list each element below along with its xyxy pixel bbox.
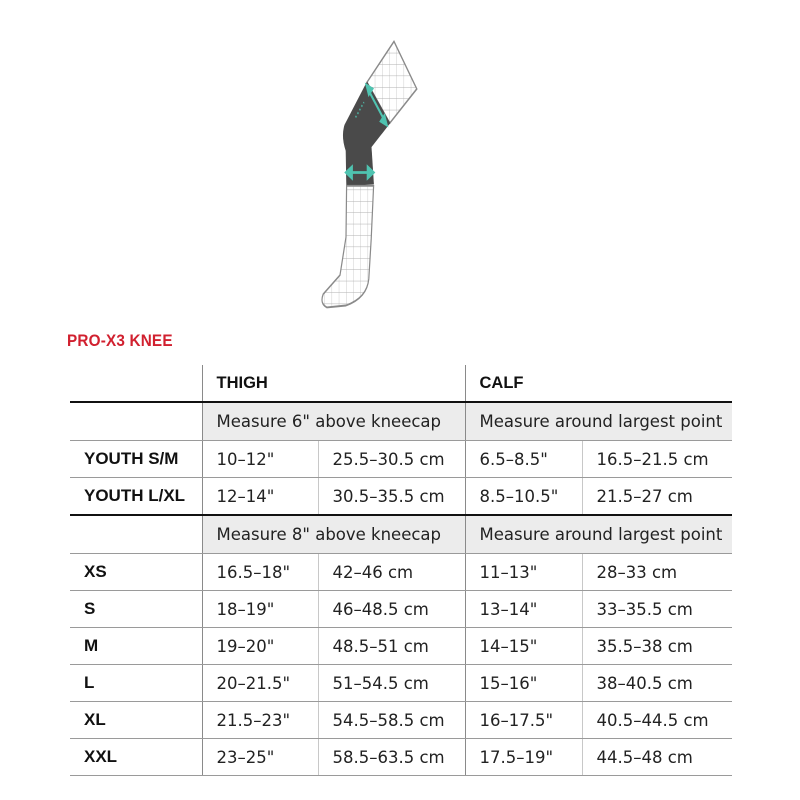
- thigh-inches: 12–14": [202, 478, 318, 516]
- thigh-cm: 42–46 cm: [318, 554, 465, 591]
- blank-cell: [70, 515, 202, 554]
- calf-instruction: Measure around largest point: [465, 402, 732, 441]
- calf-cm: 35.5–38 cm: [582, 628, 732, 665]
- calf-cm: 16.5–21.5 cm: [582, 441, 732, 478]
- thigh-cm: 51–54.5 cm: [318, 665, 465, 702]
- calf-cm: 44.5–48 cm: [582, 739, 732, 776]
- product-title: PRO-X3 KNEE: [67, 331, 173, 350]
- thigh-inches: 18–19": [202, 591, 318, 628]
- calf-cm: 33–35.5 cm: [582, 591, 732, 628]
- table-row: [70, 628, 732, 665]
- size-label: M: [70, 628, 202, 665]
- size-chart-table: [70, 365, 732, 776]
- thigh-inches: 19–20": [202, 628, 318, 665]
- size-label: YOUTH S/M: [70, 441, 202, 478]
- thigh-cm: 48.5–51 cm: [318, 628, 465, 665]
- calf-header: CALF: [465, 365, 732, 402]
- calf-cm: 38–40.5 cm: [582, 665, 732, 702]
- thigh-inches: 16.5–18": [202, 554, 318, 591]
- thigh-instruction: Measure 8" above kneecap: [202, 515, 465, 554]
- thigh-cm: 58.5–63.5 cm: [318, 739, 465, 776]
- calf-inches: 16–17.5": [465, 702, 582, 739]
- group-header-row: [70, 365, 732, 402]
- corner-cell: [70, 365, 202, 402]
- thigh-inches: 10–12": [202, 441, 318, 478]
- table-row: [70, 702, 732, 739]
- calf-inches: 15–16": [465, 665, 582, 702]
- instruction-row: [70, 515, 732, 554]
- size-label: XXL: [70, 739, 202, 776]
- thigh-inches: 23–25": [202, 739, 318, 776]
- calf-cm: 28–33 cm: [582, 554, 732, 591]
- table-row: [70, 665, 732, 702]
- size-label: XS: [70, 554, 202, 591]
- size-label: S: [70, 591, 202, 628]
- thigh-cm: 54.5–58.5 cm: [318, 702, 465, 739]
- size-label: XL: [70, 702, 202, 739]
- knee-pad-illustration: [310, 30, 430, 315]
- calf-inches: 14–15": [465, 628, 582, 665]
- table-row: [70, 554, 732, 591]
- thigh-inches: 20–21.5": [202, 665, 318, 702]
- thigh-instruction: Measure 6" above kneecap: [202, 402, 465, 441]
- instruction-row: [70, 402, 732, 441]
- calf-cm: 40.5–44.5 cm: [582, 702, 732, 739]
- calf-cm: 21.5–27 cm: [582, 478, 732, 516]
- table-row: [70, 478, 732, 516]
- thigh-cm: 25.5–30.5 cm: [318, 441, 465, 478]
- lower-leg-grid-icon: [322, 186, 374, 308]
- table-row: [70, 591, 732, 628]
- calf-inches: 17.5–19": [465, 739, 582, 776]
- blank-cell: [70, 402, 202, 441]
- thigh-cm: 46–48.5 cm: [318, 591, 465, 628]
- calf-inches: 8.5–10.5": [465, 478, 582, 516]
- calf-inches: 13–14": [465, 591, 582, 628]
- calf-inches: 6.5–8.5": [465, 441, 582, 478]
- calf-inches: 11–13": [465, 554, 582, 591]
- table-row: [70, 441, 732, 478]
- table-row: [70, 739, 732, 776]
- size-label: YOUTH L/XL: [70, 478, 202, 516]
- thigh-header: THIGH: [202, 365, 465, 402]
- thigh-inches: 21.5–23": [202, 702, 318, 739]
- size-label: L: [70, 665, 202, 702]
- thigh-cm: 30.5–35.5 cm: [318, 478, 465, 516]
- calf-instruction: Measure around largest point: [465, 515, 732, 554]
